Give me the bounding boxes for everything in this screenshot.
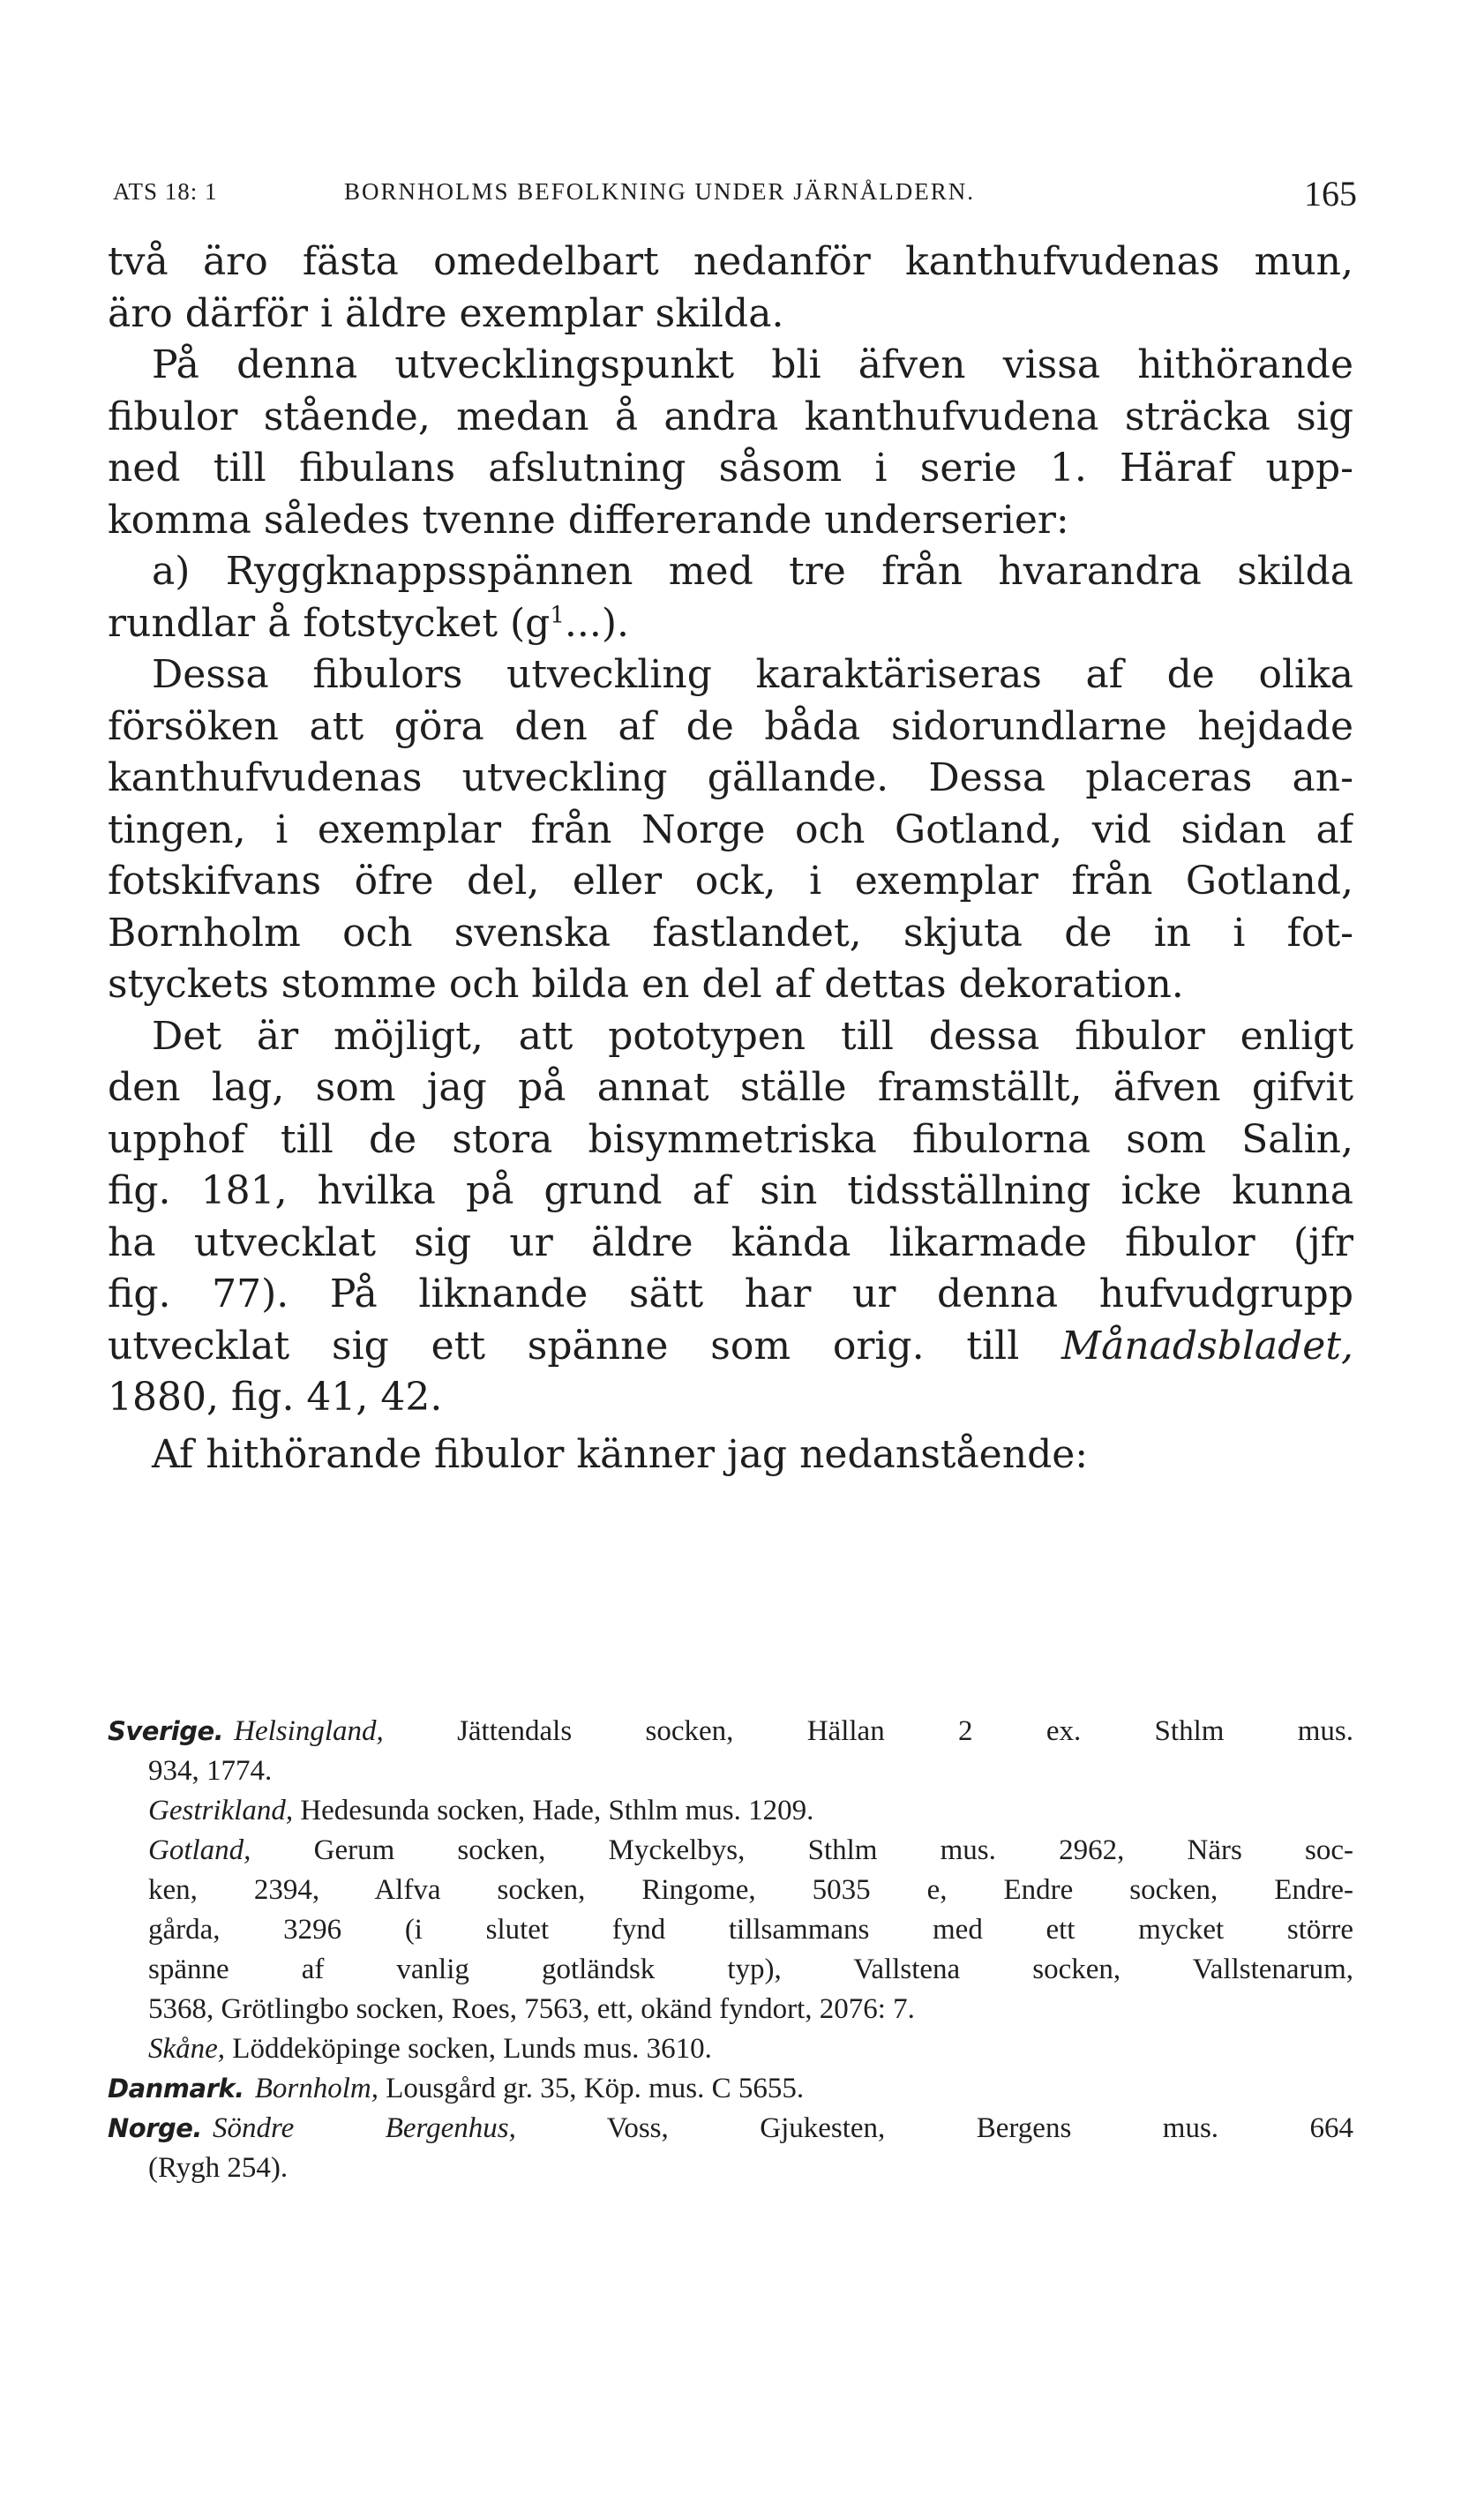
entry-line <box>108 2069 1353 2109</box>
list-entry <box>108 1831 1353 2029</box>
entry-line: 934, 1774. <box>148 1755 273 1787</box>
text-line: äro därför i äldre exemplar skilda. <box>108 290 784 336</box>
text-line: fig. 181, hvilka på grund af sin tidsställning icke kunna <box>108 1168 1353 1213</box>
entry-text: Gerum socken, Myckelbys, Sthlm mus. 2962, Närs soc- <box>313 1834 1353 1866</box>
list-entry <box>108 1712 1353 1791</box>
text-fragment: rundlar å fotstycket (g <box>108 600 551 646</box>
country-label: Danmark. <box>108 2074 244 2104</box>
list-entry <box>108 2109 1353 2188</box>
country-label: Sverige. <box>108 1716 224 1746</box>
text-line: ha utvecklat sig ur äldre kända likarmade fibulor (jfr <box>108 1219 1353 1265</box>
entry-line <box>108 1831 1353 1871</box>
entry-text: Hedesunda socken, Hade, Sthlm mus. 1209. <box>300 1795 814 1826</box>
superscript: 1 <box>550 601 565 628</box>
list-entry <box>108 2069 1353 2109</box>
find-list <box>108 1712 1353 2188</box>
entry-text: Lousgård gr. 35, Köp. mus. C 5655. <box>386 2073 805 2104</box>
text-line <box>108 1321 1353 1373</box>
text-line: upphof till de stora bisymmetriska fibulorna som Salin, <box>108 1116 1353 1162</box>
text-line: komma således tvenne differerande underserier: <box>108 497 1069 543</box>
text-line: Af hithörande fibulor känner jag nedanstående: <box>152 1431 1089 1477</box>
entry-text: Voss, Gjukesten, Bergens mus. 664 <box>606 2112 1353 2144</box>
text-line: fibulor stående, medan å andra kanthufvudena sträcka sig <box>108 394 1353 439</box>
text-line: kanthufvudenas utveckling gällande. Dessa placeras an- <box>108 755 1353 800</box>
text-line: styckets stomme och bilda en del af dettas dekoration. <box>108 962 1184 1007</box>
text-line: Dessa fibulors utveckling karaktäriseras af de olika <box>152 652 1353 697</box>
text-line: 1880, fig. 41, 42. <box>108 1375 443 1420</box>
text-line: ned till fibulans afslutning såsom i serie 1. Häraf upp- <box>108 446 1353 491</box>
entry-line <box>108 2029 1353 2069</box>
page-number: 165 <box>1304 174 1357 214</box>
entry-line: (Rygh 254). <box>148 2152 289 2184</box>
entry-line <box>108 1712 1353 1751</box>
region-label: Gestrikland, <box>148 1795 294 1826</box>
text-line: På denna utvecklingspunkt bli äfven vissa hithörande <box>152 342 1353 387</box>
running-header <box>113 173 1357 214</box>
text-line: den lag, som jag på annat ställe framställt, äfven gifvit <box>108 1065 1353 1110</box>
text-fragment: utvecklat sig ett spänne som orig. till <box>108 1323 1062 1369</box>
entry-line: spänne af vanlig gotländsk typ), Vallstena socken, Vallstenarum, <box>148 1954 1353 1985</box>
journal-title: Månadsbladet, <box>1061 1323 1353 1369</box>
entry-line <box>108 2109 1353 2149</box>
text-line <box>108 598 1353 650</box>
text-line: Det är möjligt, att pototypen till dessa fibulor enligt <box>152 1013 1353 1059</box>
region-label: Bornholm, <box>254 2073 378 2104</box>
text-line: fotskifvans öfre del, eller ock, i exemplar från Gotland, <box>108 859 1353 904</box>
region-label: Söndre Bergenhus, <box>212 2112 516 2144</box>
series-number: ATS 18: 1 <box>113 178 218 205</box>
entry-line: ken, 2394, Alfva socken, Ringome, 5035 e, Endre socken, Endre- <box>148 1874 1353 1906</box>
region-label: Helsingland, <box>234 1715 384 1747</box>
region-label: Skåne, <box>148 2033 226 2065</box>
text-line: två äro fästa omedelbart nedanför kanthufvudenas mun, <box>108 239 1353 284</box>
body-text <box>108 236 1353 1481</box>
text-line: a) Ryggknappsspännen med tre från hvarandra skilda <box>152 549 1353 594</box>
text-line: Bornholm och svenska fastlandet, skjuta de in i fot- <box>108 910 1353 956</box>
running-title: BORNHOLMS BEFOLKNING UNDER JÄRNÅLDERN. <box>344 178 976 205</box>
text-line: fig. 77). På liknande sätt har ur denna hufvudgrupp <box>108 1271 1353 1316</box>
list-entry <box>108 2029 1353 2069</box>
list-entry <box>108 1791 1353 1831</box>
entry-text: Jättendals socken, Hällan 2 ex. Sthlm mus. <box>457 1715 1353 1747</box>
entry-line: gårda, 3296 (i slutet fynd tillsammans med ett mycket större <box>148 1914 1353 1946</box>
country-label: Norge. <box>108 2113 202 2143</box>
region-label: Gotland, <box>148 1834 251 1866</box>
text-line: försöken att göra den af de båda sidorundlarne hejdade <box>108 703 1353 749</box>
entry-line <box>108 1791 1353 1831</box>
text-fragment: ...). <box>564 600 630 646</box>
entry-line: 5368, Grötlingbo socken, Roes, 7563, ett, okänd fyndort, 2076: 7. <box>148 1993 915 2025</box>
entry-text: Löddeköpinge socken, Lunds mus. 3610. <box>232 2033 712 2065</box>
text-line: tingen, i exemplar från Norge och Gotland, vid sidan af <box>108 806 1353 852</box>
